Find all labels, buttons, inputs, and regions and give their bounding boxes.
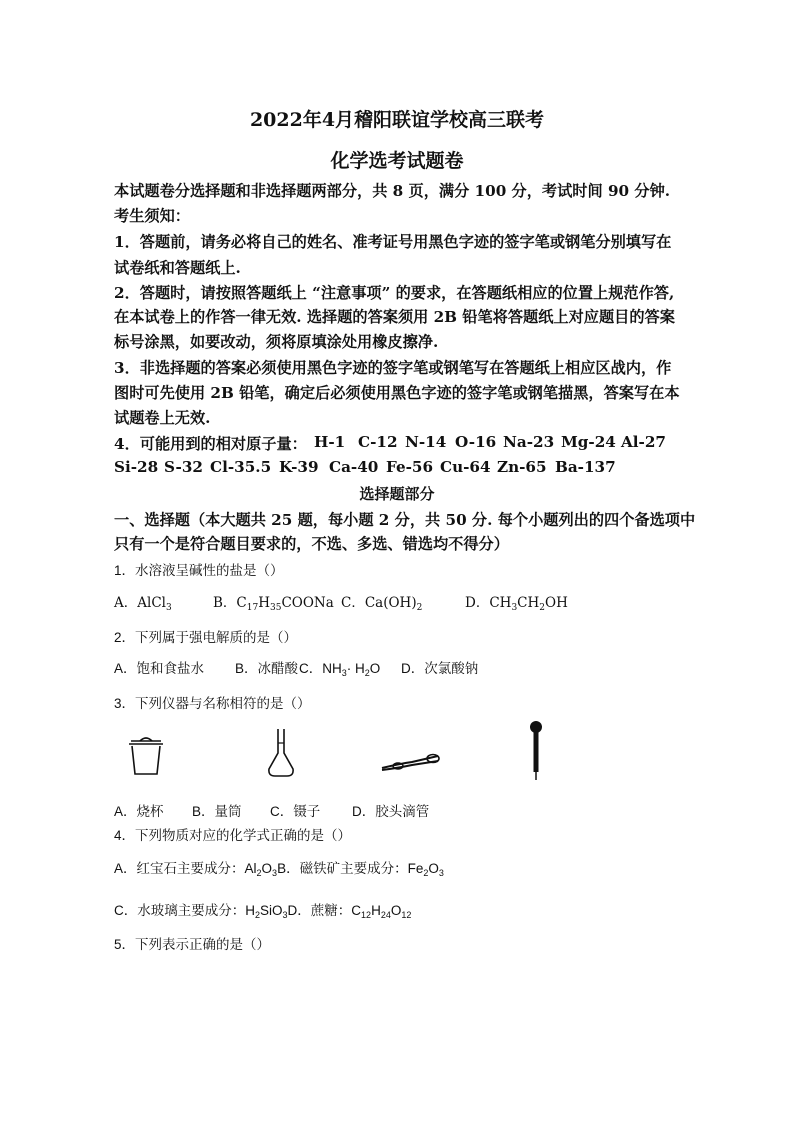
atomic-mass: Zn-65 [497, 458, 547, 476]
atomic-mass: Al-27 [621, 433, 666, 451]
option-b: B．冰醋酸 [235, 661, 299, 676]
question-3-stem: 3．下列仪器与名称相符的是（） [114, 696, 311, 711]
question-4-stem: 4．下列物质对应的化学式正确的是（） [114, 828, 352, 843]
atomic-mass: Cl-35.5 [210, 458, 272, 476]
note-3-line-2: 图时可先使用 2B 铅笔，确定后必须使用黑色字迹的签字笔或钢笔描黑，答案写在本 [114, 384, 680, 402]
note-3-line-3: 试题卷上无效. [114, 409, 211, 427]
option-d: D．次氯酸钠 [401, 661, 479, 676]
atomic-mass: Si-28 [114, 458, 159, 476]
volumetric-flask-figure [264, 727, 298, 779]
option-b: B．磁铁矿主要成分：$Fe_2O_3$ [277, 861, 444, 878]
option-c: C．镊子 [270, 804, 321, 819]
question-1-stem: 1．水溶液呈碱性的盐是（） [114, 563, 284, 578]
option-d: D．胶头滴管 [352, 804, 430, 819]
question-2-options [114, 657, 478, 678]
note-4-label: 4．可能用到的相对原子量： [114, 435, 307, 453]
option-c: C．水玻璃主要成分：$H_2SiO_3$ [114, 903, 288, 920]
notes-heading: 考生须知： [114, 207, 190, 225]
question-3-options [114, 800, 429, 820]
atomic-mass: Ba-137 [555, 458, 616, 476]
crucible-tongs-figure [378, 748, 444, 774]
atomic-mass: H-1 [314, 433, 346, 451]
question-2-stem: 2．下列属于强电解质的是（） [114, 630, 298, 645]
atomic-mass: N-14 [405, 433, 447, 451]
option-a: A．饱和食盐水 [114, 661, 205, 676]
atomic-mass: Mg-24 [561, 433, 616, 451]
exam-title: 2022年4月稽阳联谊学校高三联考 [249, 109, 545, 131]
note-1-line-2: 试卷纸和答题纸上. [114, 259, 241, 277]
part-title: 选择题部分 [359, 485, 435, 503]
atomic-mass: C-12 [358, 433, 398, 451]
option-a: A．烧杯 [114, 804, 164, 819]
atomic-mass: Na-23 [503, 433, 555, 451]
option-c: C．$Ca(OH)_2$ [341, 595, 423, 613]
question-4-options-ab [114, 857, 444, 878]
option-b: B．$C_{17}H_{35}COONa$ [213, 595, 334, 613]
question-4-options-cd [114, 899, 411, 920]
atomic-mass: Cu-64 [440, 458, 491, 476]
crucible-figure [124, 734, 168, 778]
dropper-figure [526, 720, 546, 782]
option-c: C．$NH_3\cdot H_2O$ [299, 661, 381, 678]
note-2-line-3: 标号涂黑，如要改动，须将原填涂处用橡皮擦净. [114, 333, 439, 351]
exam-subtitle: 化学选考试题卷 [330, 150, 464, 172]
option-d: D．$CH_3CH_2OH$ [465, 595, 568, 613]
atomic-mass: Fe-56 [386, 458, 434, 476]
section-heading-line-2: 只有一个是符合题目要求的，不选、多选、错选均不得分） [114, 535, 509, 553]
question-1-options [114, 591, 568, 613]
option-a: A．红宝石主要成分：$Al_2O_3$ [114, 861, 278, 878]
option-a: A．AlCl$_3$ [114, 595, 172, 613]
atomic-mass: K-39 [279, 458, 319, 476]
note-1-line-1: 1．答题前，请务必将自己的姓名、准考证号用黑色字迹的签字笔或钢笔分别填写在 [114, 233, 672, 251]
note-3-line-1: 3．非选择题的答案必须使用黑色字迹的签字笔或钢笔写在答题纸上相应区战内，作 [114, 359, 672, 377]
atomic-mass: O-16 [455, 433, 497, 451]
atomic-mass: Ca-40 [329, 458, 379, 476]
intro-text: 本试题卷分选择题和非选择题两部分，共 8 页，满分 100 分，考试时间 90 分钟. [114, 182, 671, 200]
atomic-mass: S-32 [164, 458, 203, 476]
note-2-line-1: 2．答题时，请按照答题纸上 “注意事项” 的要求，在答题纸相应的位置上规范作答, [114, 284, 675, 302]
section-heading-line-1: 一、选择题（本大题共 25 题，每小题 2 分，共 50 分. 每个小题列出的四个备选项中 [114, 511, 696, 529]
option-b: B．量筒 [192, 804, 242, 819]
note-2-line-2: 在本试卷上的作答一律无效. 选择题的答案须用 2B 铅笔将答题纸上对应题目的答案 [114, 308, 675, 326]
option-d: D．蔗糖：$C_{12}H_{24}O_{12}$ [287, 903, 412, 920]
question-5-stem: 5．下列表示正确的是（） [114, 937, 271, 952]
